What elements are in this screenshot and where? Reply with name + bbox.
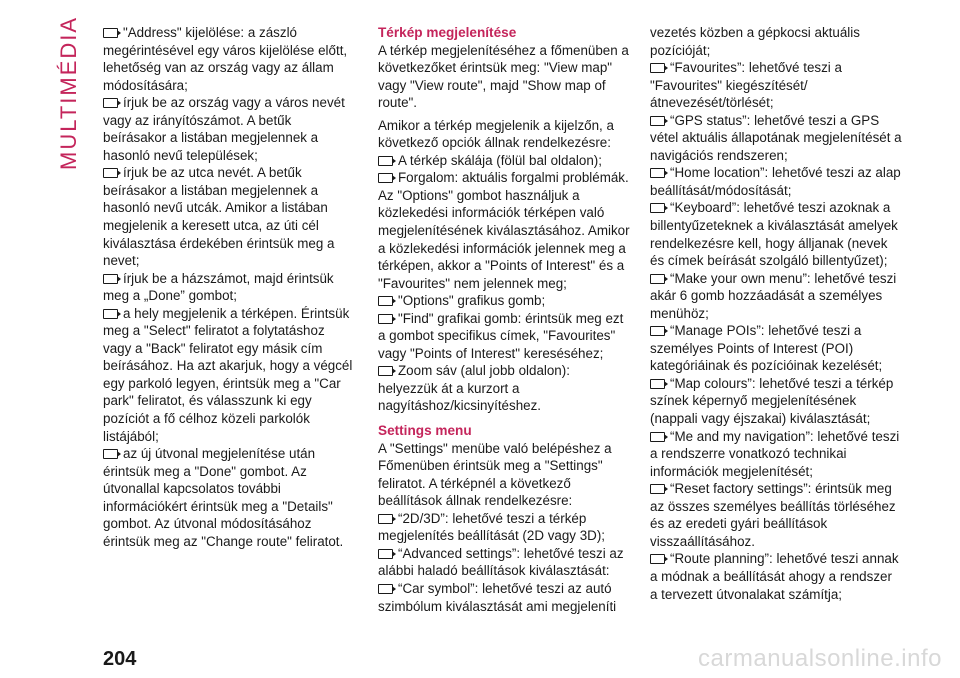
arrow-box-icon: [650, 326, 665, 336]
text: A térkép skálája (fölül bal oldalon);: [398, 152, 602, 168]
bullet-item: [378, 152, 630, 170]
bullet-item: [378, 510, 630, 545]
bullet-item: [378, 545, 630, 580]
arrow-box-icon: [378, 584, 393, 594]
text: írjuk be az ország vagy a város nevét vagy az irányítószámot. A betűk beírásakor a listában megjelennek a hasonló nevű települések;: [103, 95, 345, 163]
arrow-box-icon: [378, 314, 393, 324]
bullet-item: [650, 199, 902, 269]
section-heading: [378, 422, 630, 440]
text: az új útvonal megjelenítése után érintsük meg a "Done" gombot. Az útvonallal kapcsolatos további információkért érintsük meg a "Details" gombot. Az útvonal módosításához érintsük meg az "Change route" feliratot.: [103, 446, 344, 549]
arrow-box-icon: [103, 274, 118, 284]
text: A térkép megjelenítéséhez a főmenüben a következőket érintsük meg: "View map" vagy "View route", majd "Show map of route".: [378, 42, 629, 111]
text: “Car symbol”: lehetővé teszi az autó szimbólum kiválasztását ami megjeleníti: [378, 580, 617, 614]
bullet-item: [103, 270, 355, 305]
text: Térkép megjelenítése: [378, 25, 517, 40]
bullet-item: [378, 310, 630, 363]
bullet-item: [650, 375, 902, 428]
bullet-item: [103, 445, 355, 550]
column-3: [650, 24, 902, 603]
bullet-item: [103, 164, 355, 269]
text: Forgalom: aktuális forgalmi problémák. Az "Options" gombot használjuk a közlekedési információk térképen való megjelenítésének kiválasztásához. Amikor a közlekedési információk jelennek meg a térképen, akkor a "Points of Interest" és a "Favourites" nem jelennek meg;: [378, 170, 630, 291]
text: "Options" grafikus gomb;: [398, 293, 546, 309]
text: “Me and my navigation”: lehetővé teszi a rendszerre vonatkozó technikai információk megjelenítését;: [650, 428, 900, 479]
text: vezetés közben a gépkocsi aktuális pozícióját;: [650, 25, 860, 58]
bullet-item: [650, 270, 902, 323]
text: “Keyboard”: lehetővé teszi azoknak a billentyűzeteknek a kiválasztását amelyek rendelkezésre kell, hogy álljanak (nevek és címek beírását szolgáló billentyűzet);: [650, 200, 898, 269]
bullet-item: [103, 305, 355, 445]
arrow-box-icon: [650, 379, 665, 389]
arrow-box-icon: [650, 168, 665, 178]
text: Settings menu: [378, 423, 472, 439]
paragraph: [378, 117, 630, 152]
bullet-item: [378, 292, 630, 310]
arrow-box-icon: [378, 514, 393, 524]
arrow-box-icon: [378, 173, 393, 183]
text: “Favourites”: lehetővé teszi a "Favourites" kiegészítését/átnevezését/törlését;: [650, 60, 842, 111]
bullet-item: [103, 94, 355, 164]
paragraph: [378, 42, 630, 112]
arrow-box-icon: [650, 116, 665, 126]
arrow-box-icon: [103, 168, 118, 178]
text: írjuk be az utca nevét. A betűk beírásakor a listában megjelennek a hasonló nevű utcák. Amikor a listában megjelenik a keresett utca, az úti cél kiválasztása érdekében érintsük meg a nevet;: [103, 165, 335, 269]
bullet-item: [650, 322, 902, 375]
text: “Reset factory settings”: érintsük meg az összes személyes beállítás törléséhez és az eredeti gyári beállítások visszaállításához.: [650, 481, 896, 549]
text: a hely megjelenik a térképen. Érintsük meg a "Select" feliratot a folytatáshoz vagy a "Back" feliratot egy másik cím beírásához. Ha azt akarjuk, hogy a végcél egy parkoló legyen, érintsük meg a "Car park" feliratot, és válasszunk ki egy pozíciót a fő célhoz közeli parkolók listájából;: [103, 305, 353, 444]
text: "Find" grafikai gomb: érintsük meg ezt a gombot specifikus címek, "Favourites" vagy "Points of Interest" kereséséhez;: [378, 310, 624, 361]
watermark: carmanualsonline.info: [698, 645, 942, 672]
paragraph: [650, 24, 902, 59]
bullet-item: [650, 428, 902, 481]
arrow-box-icon: [650, 274, 665, 284]
text: Zoom sáv (alul jobb oldalon): helyezzük át a kurzort a nagyításhoz/kicsinyítéshez.: [378, 363, 570, 414]
arrow-box-icon: [650, 63, 665, 73]
arrow-box-icon: [650, 554, 665, 564]
text: “Route planning”: lehetővé teszi annak a módnak a beállítását ahogy a rendszer a tervezett útvonalakat számítja;: [650, 551, 899, 602]
text: “Manage POIs”: lehetővé teszi a személyes Points of Interest (POI) kategóriáinak és pozícióinak kezelését;: [650, 323, 883, 374]
arrow-box-icon: [650, 484, 665, 494]
arrow-box-icon: [378, 366, 393, 376]
bullet-item: [378, 580, 630, 615]
text: A "Settings" menübe való belépéshez a Főmenüben érintsük meg a "Settings" feliratot. A térképnél a következő beállítások állnak rendelkezésre:: [378, 440, 612, 509]
paragraph: [378, 440, 630, 510]
column-2: [378, 24, 630, 615]
bullet-item: [650, 59, 902, 112]
text: “2D/3D”: lehetővé teszi a térkép megjelenítés beállítását (2D vagy 3D);: [378, 510, 606, 544]
bullet-item: [378, 362, 630, 415]
section-heading: [378, 24, 630, 42]
arrow-box-icon: [103, 449, 118, 459]
page-number: 204: [103, 648, 137, 670]
arrow-box-icon: [378, 549, 393, 559]
bullet-item: [650, 550, 902, 603]
text: "Address" kijelölése: a zászló megérintésével egy város kijelölése előtt, lehetőség van az ország vagy az állam módosítására;: [103, 25, 348, 93]
bullet-item: [103, 24, 355, 94]
text: “Map colours”: lehetővé teszi a térkép színek képernyő megjelenítésének (nappali vagy éjszakai) kiválasztását;: [650, 375, 894, 427]
arrow-box-icon: [103, 98, 118, 108]
bullet-item: [650, 480, 902, 550]
bullet-item: [378, 169, 630, 292]
arrow-box-icon: [378, 296, 393, 306]
bullet-item: [650, 164, 902, 199]
text: “Home location”: lehetővé teszi az alap beállítását/módosítását;: [650, 165, 901, 198]
text: “Make your own menu”: lehetővé teszi akár 6 gomb hozzáadását a személyes menühöz;: [650, 270, 897, 321]
text: Amikor a térkép megjelenik a kijelzőn, a következő opciók állnak rendelkezésre:: [378, 117, 614, 151]
text: “Advanced settings”: lehetővé teszi az alábbi haladó beállítások kiválasztását:: [378, 545, 624, 579]
column-1: [103, 24, 355, 550]
arrow-box-icon: [103, 28, 118, 38]
text: írjuk be a házszámot, majd érintsük meg a „Done” gombot;: [103, 270, 334, 304]
bullet-item: [650, 112, 902, 165]
text: “GPS status”: lehetővé teszi a GPS vétel aktuális állapotának megjelenítését a navigációs rendszeren;: [650, 112, 902, 163]
arrow-box-icon: [103, 309, 118, 319]
arrow-box-icon: [650, 203, 665, 213]
section-label: MULTIMÉDIA: [56, 15, 81, 170]
arrow-box-icon: [378, 156, 393, 166]
arrow-box-icon: [650, 432, 665, 442]
